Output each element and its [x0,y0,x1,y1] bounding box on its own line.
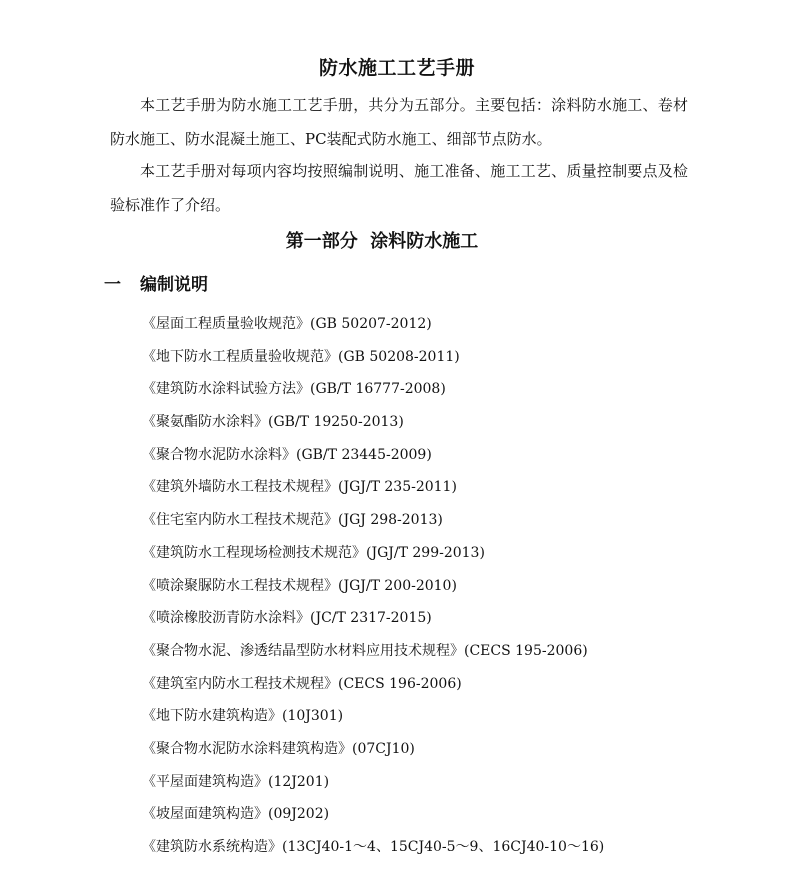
intro-paragraph: 本工艺手册对每项内容均按照编制说明、施工准备、施工工艺、质量控制要点及检验标准作了介绍。 [110,162,688,214]
standard-item: 《聚合物水泥、渗透结晶型防水材料应用技术规程》(CECS 195-2006) [142,642,588,659]
part-title: 第一部分 涂料防水施工 [285,231,479,252]
section-number: 一 [104,275,121,295]
standard-item: 《建筑防水工程现场检测技术规范》(JGJ/T 299-2013) [142,544,485,561]
standard-item: 《建筑外墙防水工程技术规程》(JGJ/T 235-2011) [142,479,457,496]
standard-item: 《喷涂聚脲防水工程技术规程》(JGJ/T 200-2010) [142,577,457,594]
standard-item: 《建筑防水涂料试验方法》(GB/T 16777-2008) [142,381,446,398]
document-title: 防水施工工艺手册 [318,57,475,79]
standard-item: 《喷涂橡胶沥青防水涂料》(JC/T 2317-2015) [142,610,432,627]
standard-item: 《地下防水建筑构造》(10J301) [142,708,344,725]
standard-item: 《住宅室内防水工程技术规范》(JGJ 298-2013) [142,512,443,529]
standard-item: 《平屋面建筑构造》(12J201) [142,773,330,790]
standard-item: 《建筑防水系统构造》(13CJ40-1～4、15CJ40-5～9、16CJ40-10～16) [142,839,605,855]
section-heading [104,273,208,297]
standard-item: 《聚合物水泥防水涂料建筑构造》(07CJ10) [142,740,415,757]
standards-list [142,308,604,864]
standard-item: 《聚合物水泥防水涂料》(GB/T 23445-2009) [142,446,432,463]
standard-item: 《建筑室内防水工程技术规程》(CECS 196-2006) [142,675,462,692]
intro-paragraph: 本工艺手册为防水施工工艺手册，共分为五部分。主要包括：涂料防水施工、卷材防水施工、防水混凝土施工、PC装配式防水施工、细部节点防水。 [110,96,688,148]
section-title: 编制说明 [140,275,208,295]
standard-item: 《屋面工程质量验收规范》(GB 50207-2012) [142,316,432,332]
standard-item: 《聚氨酯防水涂料》(GB/T 19250-2013) [142,414,404,431]
standard-item: 《地下防水工程质量验收规范》(GB 50208-2011) [142,348,460,365]
standard-item: 《坡屋面建筑构造》(09J202) [142,806,330,823]
